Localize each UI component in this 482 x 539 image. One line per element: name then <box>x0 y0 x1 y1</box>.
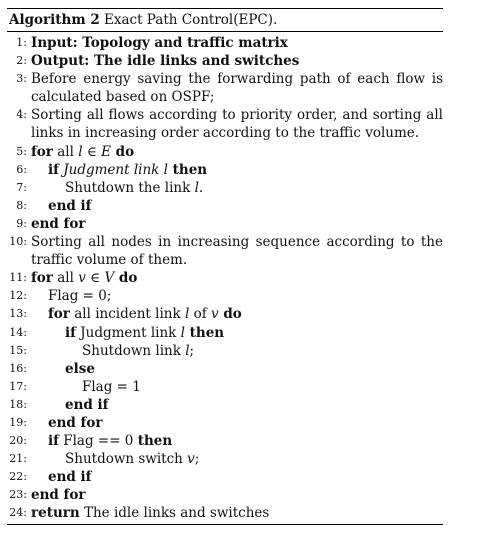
keyword: then <box>137 433 173 450</box>
text-segment: all incident link <box>69 306 185 323</box>
math-symbol: Judgment link l <box>58 161 168 178</box>
line-number: 24: <box>9 506 27 520</box>
keyword: else <box>65 360 95 377</box>
line-text <box>31 486 443 504</box>
text-segment: Flag == 0 <box>58 433 138 450</box>
keyword: end if <box>48 469 92 486</box>
keyword: for <box>48 306 70 323</box>
text-segment: Shutdown the link <box>65 179 195 196</box>
algorithm-line <box>7 143 443 161</box>
algorithm-lines <box>7 32 443 523</box>
line-number: 2: <box>16 54 27 68</box>
keyword: if <box>65 324 76 341</box>
text-segment: Flag = 1 <box>82 378 141 395</box>
keyword: for <box>31 270 53 287</box>
text-segment: Before energy saving the forwarding path of each flow is calculated based on OSPF; <box>31 71 443 106</box>
algorithm-line <box>7 486 443 504</box>
algorithm-line <box>7 342 443 360</box>
text-segment: of <box>189 306 211 323</box>
line-text <box>31 450 443 468</box>
line-text <box>31 468 443 486</box>
line-number: 8: <box>16 198 27 212</box>
line-text <box>31 305 443 323</box>
text-segment: Judgment link <box>75 324 181 341</box>
algorithm-caption <box>7 9 443 31</box>
line-text <box>31 378 443 396</box>
text-segment: Shutdown link <box>82 342 186 359</box>
line-number: 23: <box>9 488 27 502</box>
keyword: then <box>184 324 225 341</box>
algorithm-line <box>7 414 443 432</box>
algorithm-line <box>7 396 443 414</box>
algorithm-line <box>7 450 443 468</box>
math-symbol: E <box>101 143 111 160</box>
text-segment: ; <box>194 451 200 468</box>
line-number: 20: <box>9 434 27 448</box>
text-segment: ; <box>189 342 195 359</box>
keyword: end for <box>31 487 86 504</box>
keyword: end for <box>31 215 86 232</box>
keyword: if <box>48 161 59 178</box>
algorithm-label: Algorithm 2 <box>9 12 100 28</box>
math-symbol: l <box>180 324 185 341</box>
algorithm-line <box>7 106 443 142</box>
algorithm-line <box>7 161 443 179</box>
line-text <box>31 342 443 360</box>
line-text <box>31 287 443 305</box>
math-symbol: l <box>184 306 190 323</box>
algorithm-line <box>7 324 443 342</box>
line-number: 22: <box>9 470 27 484</box>
text-segment: Shutdown switch <box>65 451 188 468</box>
keyword: Output: The idle links and switches <box>31 53 300 70</box>
keyword: do <box>110 143 135 160</box>
math-symbol: V <box>104 270 115 287</box>
line-number: 17: <box>9 379 27 393</box>
keyword: Input: Topology and traffic matrix <box>31 35 288 51</box>
algorithm-block <box>7 8 443 525</box>
bottom-rule <box>7 524 443 525</box>
text-segment: . <box>198 179 204 196</box>
line-number: 19: <box>9 415 27 429</box>
line-text <box>31 34 443 52</box>
text-segment: Sorting all nodes in increasing sequence according to the traffic volume of them. <box>31 234 443 269</box>
text-segment: Flag = 0; <box>48 288 112 305</box>
line-text <box>31 360 443 378</box>
text-segment: all <box>52 143 79 160</box>
line-number: 6: <box>16 162 27 176</box>
line-number: 11: <box>9 271 27 285</box>
line-number: 7: <box>16 180 27 194</box>
math-symbol: v <box>187 451 195 468</box>
line-text <box>31 504 443 522</box>
line-text <box>31 215 443 233</box>
line-text <box>31 432 443 450</box>
line-number: 15: <box>9 343 27 357</box>
line-number: 5: <box>16 144 27 158</box>
algorithm-line <box>7 468 443 486</box>
math-symbol: v <box>211 306 219 323</box>
line-text <box>31 233 443 269</box>
line-text <box>31 143 443 161</box>
keyword: then <box>167 161 208 178</box>
line-text <box>31 161 443 179</box>
line-text <box>31 52 443 70</box>
math-symbol: v <box>78 270 86 287</box>
line-number: 16: <box>9 361 27 375</box>
algorithm-line <box>7 269 443 287</box>
algorithm-line <box>7 34 443 52</box>
math-symbol: l <box>194 179 199 196</box>
algorithm-line <box>7 504 443 522</box>
line-text <box>31 106 443 142</box>
algorithm-line <box>7 70 443 106</box>
algorithm-line <box>7 197 443 215</box>
keyword: if <box>48 433 59 450</box>
line-number: 12: <box>9 289 27 303</box>
algorithm-line <box>7 215 443 233</box>
keyword: end for <box>48 414 103 431</box>
text-segment: ∈ <box>82 143 102 160</box>
algorithm-line <box>7 305 443 323</box>
algorithm-line <box>7 378 443 396</box>
keyword: do <box>114 270 138 287</box>
line-number: 18: <box>9 397 27 411</box>
line-text <box>31 197 443 215</box>
algorithm-line <box>7 432 443 450</box>
line-number: 9: <box>16 216 27 230</box>
algorithm-line <box>7 287 443 305</box>
line-number: 21: <box>9 452 27 466</box>
keyword: end if <box>48 197 92 214</box>
line-text <box>31 396 443 414</box>
text-segment: ∈ <box>85 270 105 287</box>
keyword: end if <box>65 396 109 413</box>
line-text <box>31 179 443 197</box>
text-segment: Sorting all flows according to priority order, and sorting all links in increasing order according to the traffic volume. <box>31 107 443 142</box>
line-text <box>31 324 443 342</box>
line-text <box>31 269 443 287</box>
line-number: 10: <box>9 235 27 249</box>
algorithm-line <box>7 52 443 70</box>
line-text <box>31 414 443 432</box>
line-number: 3: <box>16 72 27 86</box>
math-symbol: l <box>78 143 83 160</box>
text-segment: The idle links and switches <box>79 505 270 522</box>
line-text <box>31 70 443 106</box>
math-symbol: l <box>185 342 190 359</box>
algorithm-title: Exact Path Control(EPC). <box>104 12 278 28</box>
algorithm-line <box>7 179 443 197</box>
line-number: 14: <box>9 325 27 339</box>
algorithm-line <box>7 233 443 269</box>
keyword: return <box>31 505 80 522</box>
line-number: 13: <box>9 307 27 321</box>
keyword: for <box>31 143 53 160</box>
line-number: 4: <box>16 108 27 122</box>
algorithm-line <box>7 360 443 378</box>
keyword: do <box>218 306 242 323</box>
text-segment: all <box>52 270 79 287</box>
line-number: 1: <box>16 36 27 49</box>
